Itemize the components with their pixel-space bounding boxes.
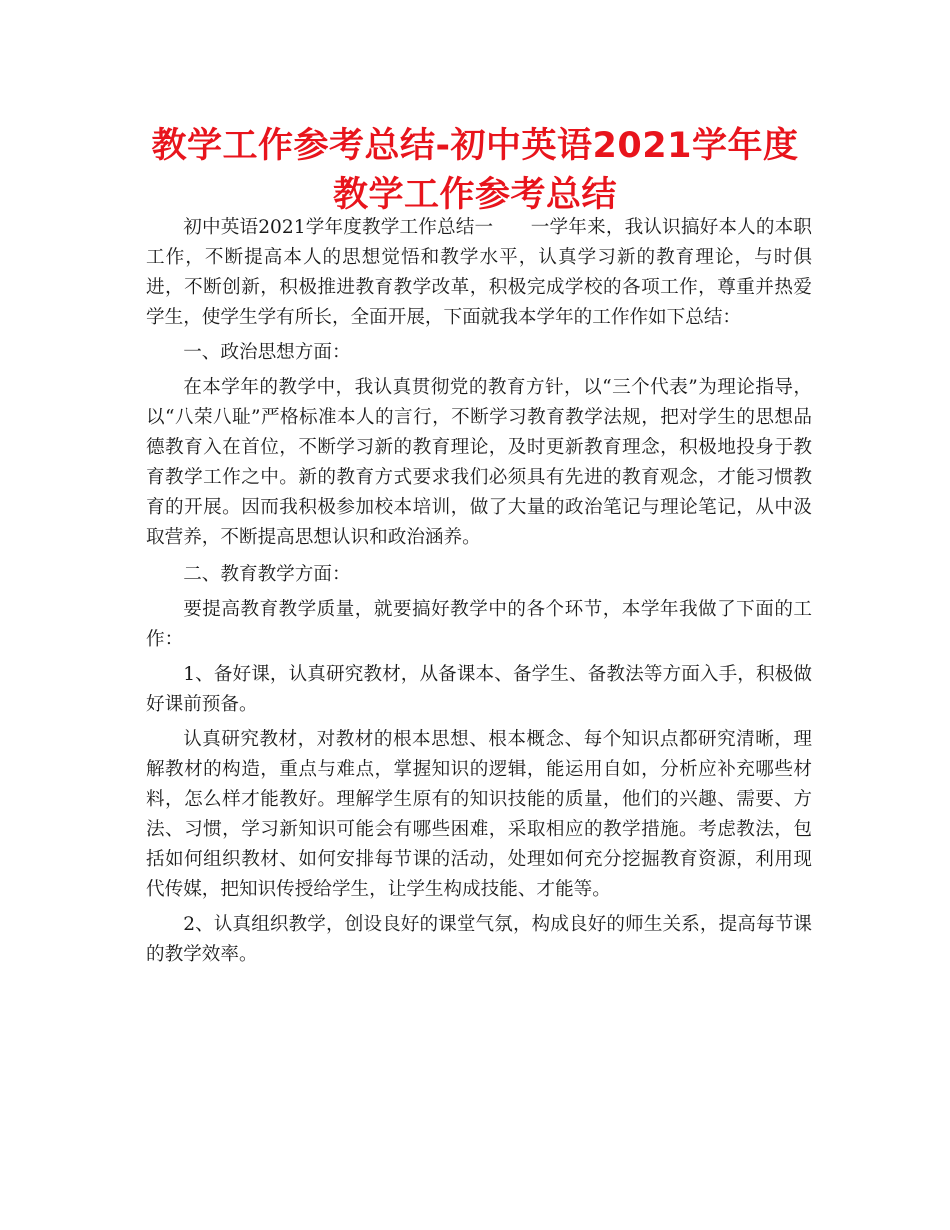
document-title: 教学工作参考总结-初中英语2021学年度教学工作参考总结 [151, 126, 799, 215]
paragraph-lesson-prep: 1、备好课，认真研究教材，从备课本、备学生、备教法等方面入手，积极做好课前预备。 [146, 664, 812, 715]
paragraph-heading-teaching: 二、教育教学方面： [183, 564, 351, 585]
paragraph-heading-politics: 一、政治思想方面： [183, 342, 351, 363]
paragraph-classroom: 2、认真组织教学，创设良好的课堂气氛，构成良好的师生关系，提高每节课的教学效率。 [146, 914, 812, 965]
paragraph-intro: 初中英语2021学年度教学工作总结一 一学年来，我认识搞好本人的本职工作，不断提高本人的思想觉悟和教学水平，认真学习新的教育理论，与时俱进，不断创新，积极推进教育教学改革，积极完成学校的各项工作，尊重并热爱学生，使学生学有所长，全面开展，下面就我本学年的工作作如下总结： [146, 217, 812, 328]
paragraph-textbook-study: 认真研究教材，对教材的根本思想、根本概念、每个知识点都研究清晰，理解教材的构造，重点与难点，掌握知识的逻辑，能运用自如，分析应补充哪些材料，怎么样才能教好。理解学生原有的知识技能的质量，他们的兴趣、需要、方法、习惯，学习新知识可能会有哪些困难，采取相应的教学措施。考虑教法，包括如何组织教材、如何安排每节课的活动，处理如何充分挖掘教育资源，利用现代传媒，把知识传授给学生，让学生构成技能、才能等。 [146, 729, 812, 900]
paragraph-politics: 在本学年的教学中，我认真贯彻党的教育方针，以“三个代表”为理论指导，以“八荣八耻”严格标准本人的言行，不断学习教育教学法规，把对学生的思想品德教育入在首位，不断学习新的教育理论，及时更新教育理念，积极地投身于教育教学工作之中。新的教育方式要求我们必须具有先进的教育观念，才能习惯教育的开展。因而我积极参加校本培训，做了大量的政治笔记与理论笔记，从中汲取营养，不断提高思想认识和政治涵养。 [146, 377, 812, 548]
paragraph-teaching-intro: 要提高教育教学质量，就要搞好教学中的各个环节，本学年我做了下面的工作： [146, 599, 812, 650]
document-body [146, 213, 812, 970]
